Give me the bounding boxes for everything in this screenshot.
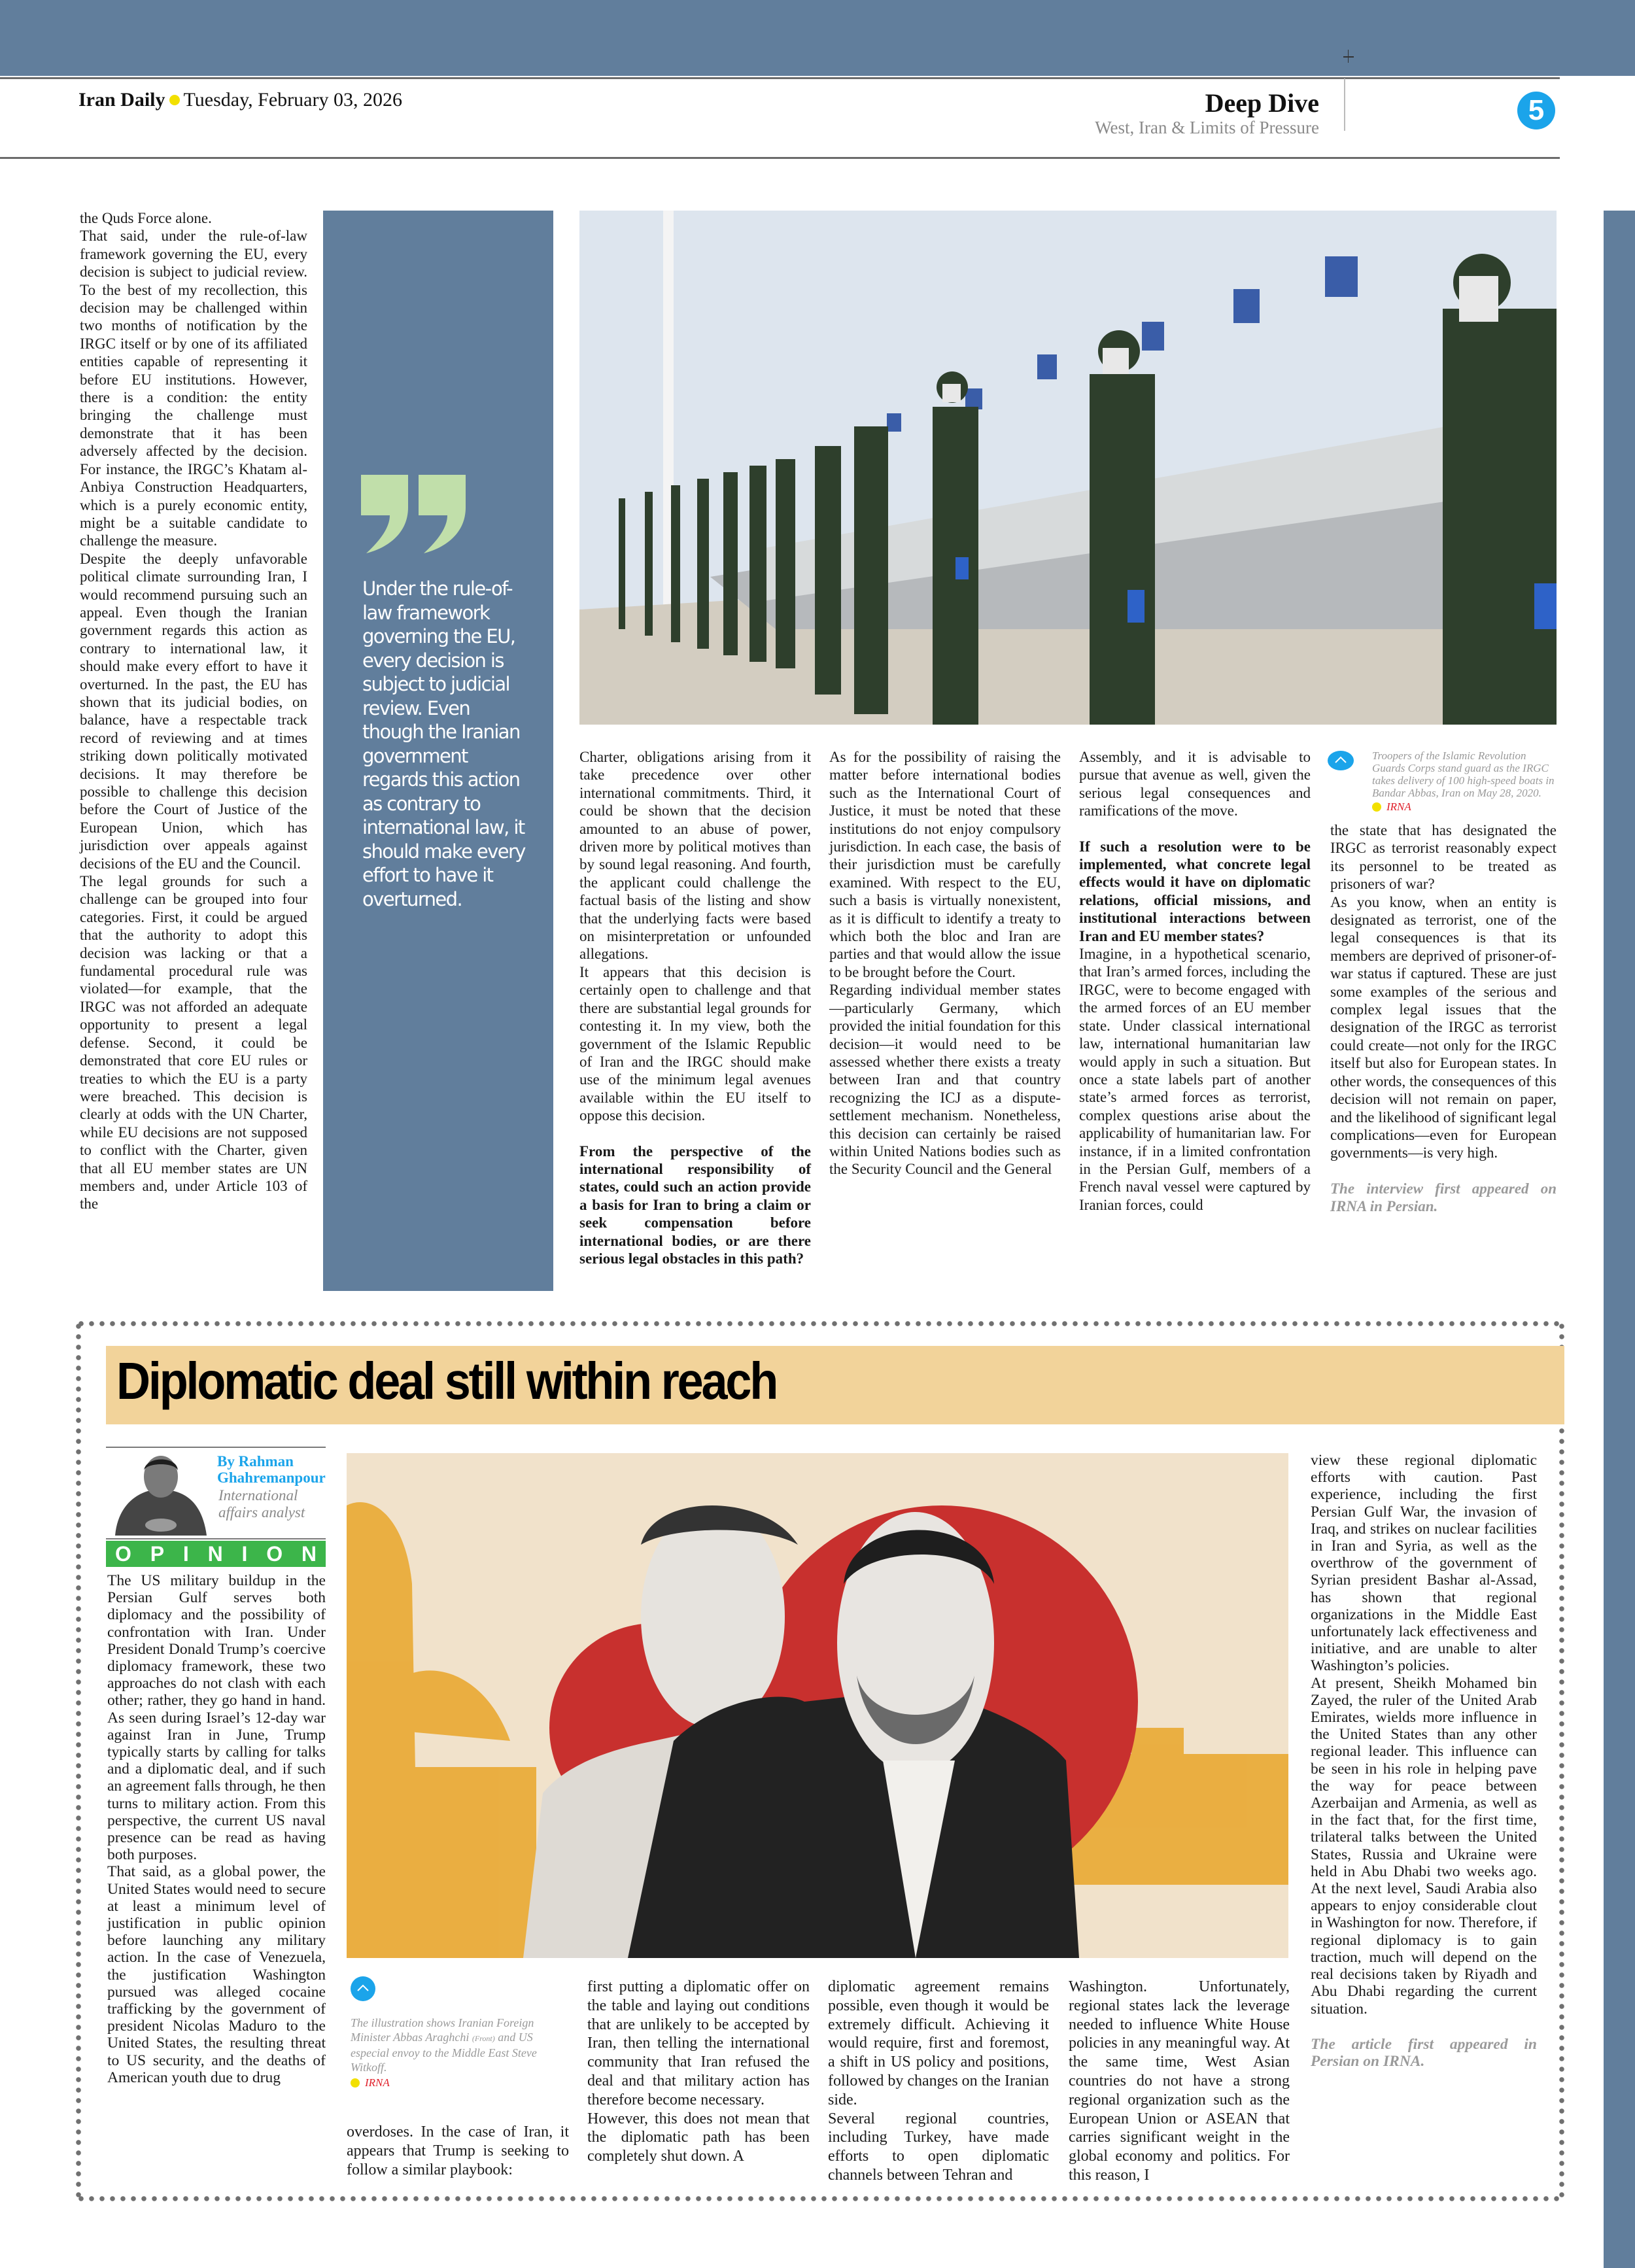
photo-illustration <box>579 211 1557 725</box>
photo-caption <box>1328 749 1557 813</box>
byline-rule <box>106 1447 326 1448</box>
header-top-rule <box>0 77 1560 79</box>
crop-mark-icon <box>1342 50 1355 63</box>
top-color-band <box>0 0 1635 76</box>
yellow-dot-icon <box>351 2078 360 2088</box>
paragraph: The legal grounds for such a challenge can be grouped into four categories. First, it could be argued that the authority to adopt this decision was lacking or that a fundamental procedural rule was violated—for example, that the IRGC was not afforded an adequate opportunity to present a legal defense. Second, it could be demonstrated that core EU rules or treaties to which the EU is a party were breached. This decision is clearly at odds with the UN Charter, while EU decisions are not supposed to conflict with the Charter, given that all EU member states are UN members and, under Article 103 of the <box>80 873 307 1212</box>
paragraph: diplomatic agreement remains possible, even though it would be extremely difficult. Achieving it would require, first and foremost, a shift in US policy and positions, followed by changes on the Iranian side. <box>828 1978 1049 2108</box>
header-bottom-rule <box>0 157 1560 159</box>
opinion-letter: N <box>301 1541 317 1566</box>
page-number-badge: 5 <box>1517 92 1555 129</box>
opinion-letter: I <box>241 1541 248 1566</box>
opinion-column-4 <box>828 1978 1049 2185</box>
interview-column-5 <box>1330 821 1557 1216</box>
interview-column-2 <box>579 748 811 1267</box>
dotted-border-left <box>76 1321 81 2201</box>
opinion-letter: O <box>266 1541 283 1566</box>
issue-date: Tuesday, February 03, 2026 <box>183 89 402 111</box>
paragraph: Charter, obligations arising from it take precedence over other international commitments. Third, it could be shown that the decision amounted to an abuse of power, driven more by political motives than by sound legal reasoning. And fourth, the applicant could challenge the factual basis of the listing and show that the underlying facts were based on misinterpretation or unfounded allegations. <box>579 749 811 963</box>
illustration-credit <box>351 2076 560 2090</box>
paragraph: However, this does not mean that the diplomatic path has been completely shut down. A <box>587 2110 810 2165</box>
paragraph: Several regional countries, including Turkey, have made efforts to open diplomatic channels between Tehran and <box>828 2110 1049 2184</box>
dotted-border-bottom <box>76 2196 1564 2201</box>
paragraph: Regarding individual member states—particularly Germany, which provided the initial foundation for this decision—it would need to be assessed whether there exists a treaty between Iran and that country recognizing the ICJ as a dispute-settlement mechanism. Nonetheless, this decision can certainly be raised within United Nations bodies such as the Security Council and the General <box>829 982 1061 1178</box>
paragraph: That said, as a global power, the United States would need to secure at least a minimum level of justification in public opinion before launching any military action. In the case of Venezuela, the justification Washington pursued was alleged cocaine trafficking by the government of president Nicolas Maduro to the United States, the resulting threat to US security, and the deaths of American youth due to drug <box>107 1863 326 2086</box>
paragraph: As for the possibility of raising the matter before international bodies such as the International Court of Justice, it must be noted that these institutions do not enjoy compulsory jurisdiction. In each case, the basis of their jurisdiction must be carefully examined. With respect to the EU, such a basis is virtually nonexistent, as it is difficult to identify a treaty to which both the bloc and Iran are parties and that would allow the issue to be brought before the Court. <box>829 749 1061 980</box>
author-name: By Rahman Ghahremanpour <box>217 1453 326 1486</box>
chevron-up-icon <box>351 1976 375 2001</box>
caption-text: Troopers of the Islamic Revolution Guards Corps stand guard as the IRGC takes delivery of 100 high-speed boats in Bandar Abbas, Iran on May 28, 2020. <box>1372 749 1555 799</box>
quote-mark-icon <box>361 475 472 553</box>
interview-column-1 <box>80 209 307 1213</box>
illustration-caption <box>347 1976 562 2107</box>
caption-text: The illustration shows Iranian Foreign Minister Abbas Araghchi <box>351 2016 534 2044</box>
caption-note: (Front) <box>472 2034 495 2043</box>
section-title: Deep Dive <box>1205 88 1319 118</box>
paper-name: Iran Daily <box>78 89 165 111</box>
credit-text: IRNA <box>365 2076 390 2089</box>
section-subtitle: West, Iran & Limits of Pressure <box>1095 118 1319 137</box>
masthead <box>78 89 402 111</box>
envoys-illustration <box>347 1453 1288 1958</box>
paragraph: first putting a diplomatic offer on the table and laying out conditions that are unlikely to be accepted by Iran, then telling the international community that Iran refused the deal and that military action has therefore become necessary. <box>587 1978 810 2108</box>
interview-column-3 <box>829 748 1061 1178</box>
opinion-letter: O <box>115 1541 131 1566</box>
irgc-boats-photo <box>579 211 1557 725</box>
opinion-column-2 <box>347 2123 569 2179</box>
paragraph: Despite the deeply unfavorable political climate surrounding Iran, I would recommend pursuing such an appeal. Even though the Iranian government regards this action as contrary to international law, it should make every effort to have it overturned. In the past, the EU has shown that its judicial bodies, on balance, have a respectable track record of reviewing and at times striking down politically motivated decisions. It may therefore be possible to challenge this decision before the Court of Justice of the European Union, which has jurisdiction over appeals against decisions of the EU and the Council. <box>80 550 307 872</box>
caption-text: and US especial envoy to the Middle East Steve Witkoff. <box>351 2031 537 2074</box>
byline-rule <box>106 1538 326 1539</box>
dotted-border-right <box>1559 1321 1564 2201</box>
pull-quote-text: Under the rule-of-law framework governing the EU, every decision is subject to judicial review. Even though the Iranian government regards this action as contrary to international law, it should make every effort to have it overturned. <box>362 577 525 910</box>
author-role: International affairs analyst <box>218 1487 305 1521</box>
interview-question: If such a resolution were to be implemented, what concrete legal effects would it have on diplomatic relations, official missions, and institutional interactions between Iran and EU member states? <box>1079 838 1311 944</box>
opinion-label <box>106 1541 326 1567</box>
header-divider <box>1344 78 1345 131</box>
paragraph: Assembly, and it is advisable to pursue that avenue as well, given the serious legal consequences and ramifications of the move. <box>1079 749 1311 819</box>
paragraph: The US military buildup in the Persian Gulf serves both diplomacy and the possibility of confrontation with Iran. Under President Donald Trump’s coercive diplomacy framework, these two approaches do not clash with each other; rather, they go hand in hand. As seen during Israel’s 12-day war against Iran in June, Trump typically starts by calling for talks and a diplomatic deal, and if such an agreement falls through, he then turns to military action. From this perspective, the current US naval presence can be read as having both purposes. <box>107 1572 326 1864</box>
opinion-letter: N <box>207 1541 223 1566</box>
paragraph: the state that has designated the IRGC as terrorist reasonably expect its personnel to be treated as prisoners of war? <box>1330 822 1557 893</box>
opinion-column-6 <box>1311 1452 1537 2070</box>
author-portrait <box>109 1452 212 1536</box>
opinion-letter: P <box>150 1541 165 1566</box>
paragraph: the Quds Force alone. <box>80 210 212 226</box>
opinion-column-1 <box>107 1572 326 2086</box>
byline-block <box>106 1447 326 1568</box>
illustration-art <box>347 1453 1288 1958</box>
paragraph: At present, Sheikh Mohamed bin Zayed, the ruler of the United Arab Emirates, wields more influence in the United States than any other regional leader. This influence can be seen in his role in helping pave the way for peace between Azerbaijan and Armenia, as well as in the fact that, for the first time, trilateral talks between the United States, Russia and Ukraine were held in Abu Dhabi two weeks ago. At the next level, Saudi Arabia also appears to enjoy considerable clout in Washington for now. Therefore, if regional diplomacy is to gain traction, much will depend on the real decisions taken by Riyadh and Abu Dhabi regarding the current situation. <box>1311 1674 1537 2018</box>
opinion-column-3 <box>587 1978 810 2166</box>
paragraph: Washington. Unfortunately, regional states lack the leverage needed to influence White House policies in any meaningful way. At the same time, West Asian countries do not have a strong regional organization such as the European Union or ASEAN that carries significant weight in the global economy and politics. For this reason, I <box>1069 1978 1290 2184</box>
opinion-letter: I <box>182 1541 189 1566</box>
paragraph: As you know, when an entity is designated as terrorist, one of the legal consequences is that its members are deprived of prisoner-of-war status if captured. These are just some examples of the serious and complex legal issues that the designation of the IRGC as terrorist could create—not only for the IRGC itself but also for European states. In other words, the consequences of this decision will not remain on paper, and the likelihood of significant legal complications—even for European governments—is very high. <box>1330 893 1557 1161</box>
yellow-dot-icon <box>169 95 180 105</box>
paragraph: That said, under the rule-of-law framework governing the EU, every decision is subject to judicial review. To the best of my recollection, this decision may be challenged within two months of notification by the IRGC itself or by one of its affiliated entities capable of representing it before EU institutions. However, there is a condition: the entity bringing the challenge must demonstrate that it has been adversely affected by the decision. For instance, the IRGC’s Khatam al-Anbiya Construction Headquarters, which is a purely economic entity, might be a suitable candidate to challenge the measure. <box>80 228 307 549</box>
interview-column-4 <box>1079 748 1311 1214</box>
paragraph: overdoses. In the case of Iran, it appears that Trump is seeking to follow a similar playbook: <box>347 2123 569 2178</box>
paragraph: view these regional diplomatic efforts with caution. Past experience, including the first Persian Gulf War, the invasion of Iraq, and strikes on nuclear facilities in Iran and Syria, as well as the overthrow of the government of Syrian president Bashar al-Assad, has shown that regional organizations in the Middle East unfortunately lack effectiveness and initiative, and are unable to alter Washington’s policies. <box>1311 1452 1537 1675</box>
credit-text: IRNA <box>1386 800 1411 813</box>
interview-question: From the perspective of the international responsibility of states, could such an action provide a basis for Iran to bring a claim or seek compensation before international bodies, or are there serious legal obstacles in this path? <box>579 1143 811 1267</box>
dotted-border-top <box>76 1321 1564 1326</box>
photo-credit <box>1372 800 1557 813</box>
source-note: The article first appeared in Persian on IRNA. <box>1311 2035 1537 2070</box>
chevron-up-icon <box>1328 751 1354 770</box>
opinion-column-5 <box>1069 1978 1290 2185</box>
pull-quote-box <box>323 211 553 1291</box>
right-edge-strip <box>1604 211 1635 2268</box>
yellow-dot-icon <box>1372 802 1381 812</box>
article-headline: Diplomatic deal still within reach <box>116 1352 777 1410</box>
source-note: The interview first appeared on IRNA in Persian. <box>1330 1180 1557 1215</box>
paragraph: It appears that this decision is certainly open to challenge and that there are substantial legal grounds for contesting it. In my view, both the government of the Islamic Republic of Iran and the IRGC should make use of the minimum legal avenues available within the EU itself to oppose this decision. <box>579 963 811 1124</box>
paragraph: Imagine, in a hypothetical scenario, that Iran’s armed forces, including the IRGC, were to become engaged with the armed forces of an EU member state. Under classical international law, international humanitarian law would apply in such a situation. But once a state labels part of another state’s armed forces as terrorist, complex questions arise about the applicability of humanitarian law. For instance, if in a limited confrontation in the Persian Gulf, members of a French naval vessel were captured by Iranian forces, could <box>1079 946 1311 1213</box>
